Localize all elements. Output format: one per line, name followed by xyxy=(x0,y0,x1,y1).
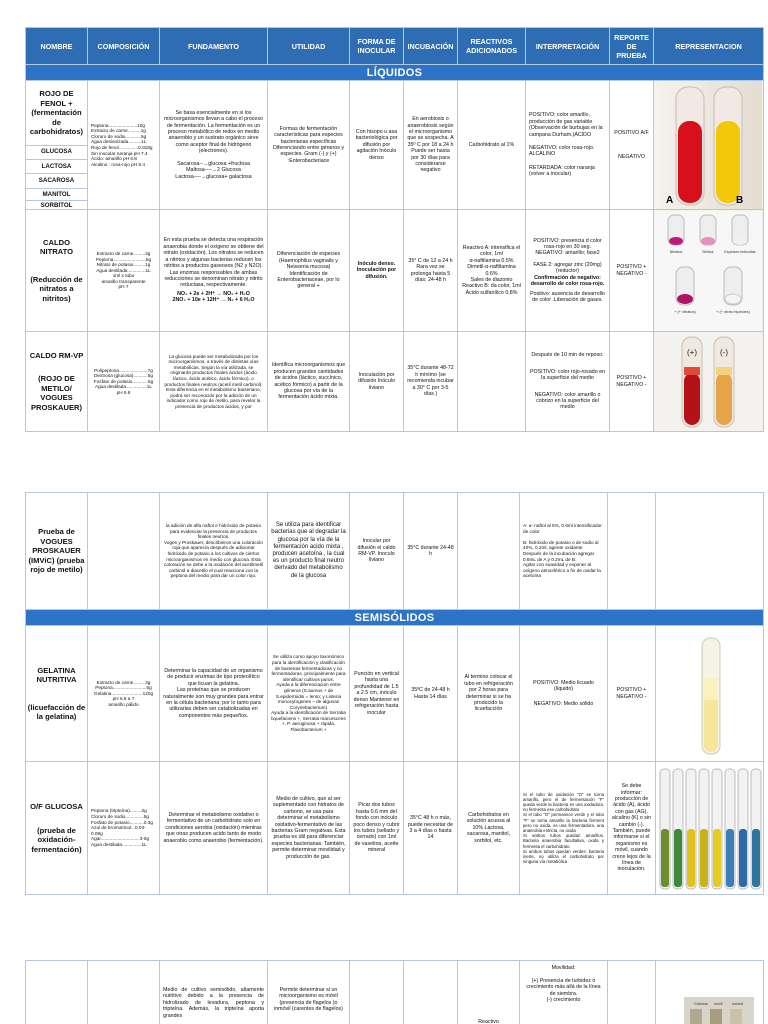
reporte-cell: Se debe informar: producción de ácido (A), ácido con gas (AG), alcalino (K) o sin cambio (-). También, puede informarse si el organismo es móvil, cuando crece lejos de la línea de inoculación. xyxy=(608,762,656,895)
photo-sim xyxy=(656,961,764,1024)
inocular-cell: Inoculación por difusión Inóculo liviano xyxy=(350,332,404,432)
header-row xyxy=(26,28,764,65)
tube-label-negative: (-) xyxy=(720,347,728,357)
header-utilidad: UTILIDAD xyxy=(268,28,350,65)
name-main: GELATINA NUTRITIVA xyxy=(36,665,77,684)
sim-tubes-image xyxy=(656,961,764,1024)
photo-label-inmovil: inmóvil xyxy=(732,1002,744,1006)
representacion-cell xyxy=(656,493,764,610)
interpretacion-cell: A: α- naftol al 5%, 0.6ml intensificador de color B: hidróxido de potasio o de sodio al 40%, 0.2ml, agente oxidante Después de la incubación agregar 0.6mL de A y 0.2mL de B. Agitar con suavidad y exponer al oxígeno atmosférico a fin de oxidar la acetoína xyxy=(520,493,608,610)
name-main: CALDO NITRATO xyxy=(39,237,74,257)
table-semisolidos xyxy=(25,492,764,895)
utilidad-cell: Identifica microorganismos que producen grandes cantidades de ácidos (láctico, succínico, acético fórmico) a partir de la glucosa por vía de la fermentación ácido mixta. xyxy=(268,332,350,432)
interp-2: POSITIVO: color rojo-rosado en la superficie del medio xyxy=(529,368,606,382)
interpretacion-cell xyxy=(526,81,610,210)
utilidad-cell: Permite determinar si un microorganismo es móvil (presencia de flagelos )o inmóvil (carentes de flagelos) xyxy=(268,961,350,1024)
test-name xyxy=(26,210,88,332)
incubacion-cell: 35°C durante 48-72 h mínimo (se recomienda incubar a 30° C por 3-5 días ) xyxy=(404,332,458,432)
interp-negativo: NEGATIVO: color rosa-rojo. ALCALINO xyxy=(529,145,595,158)
sub-sacarosa: SACAROSA xyxy=(26,174,88,188)
utilidad-cell: Diferenciación de especies (Haemophilus vaginalis y Neisseria mucosa) Identificación de Enterobacteriaceae, por lo general + xyxy=(268,210,350,332)
name-sub: (ROJO DE METILO/ VOGUES PROSKAUER) xyxy=(30,374,83,412)
inocular-cell: Punción en vertical hasta una profundidad de 1.5 a 2.5 cm, inóculo denso Mantener en refrigeración hasta inocular xyxy=(350,626,404,762)
inocular-cell: Con hisopo u asa bacteriológica por difusión por agitación Inóculo denso xyxy=(350,81,404,210)
header-fundamento: FUNDAMENTO xyxy=(160,28,268,65)
interpretacion-cell xyxy=(526,210,610,332)
of-tubes-image xyxy=(656,763,764,893)
photo-rm-vp xyxy=(654,332,764,432)
name-sub: (prueba de oxidación-fermentación) xyxy=(31,825,82,854)
photo-label-nitritos: Nitritos xyxy=(702,249,714,254)
header-composicion: COMPOSICIÓN xyxy=(88,28,160,65)
formula-1: NO₃ + 2e + 2H⁺ → NO₂ + H₂O xyxy=(177,290,250,297)
photo-label-colonias: Colonias xyxy=(694,1002,708,1006)
inocular-cell xyxy=(350,961,404,1024)
composicion-cell: Peptona (tripteína).........2g Cloruro de sodio..............5g Fosfato de potasio...........0.3g Azul de bromotimol...0.03-0.08g Agar..............................3-5g Agua destilada...............1L xyxy=(88,762,160,895)
reporte-cell xyxy=(608,493,656,610)
photo-label-otras: + (+ otras especies) xyxy=(716,309,750,314)
interp-1: Después de 10 min de reposo. xyxy=(531,352,604,359)
row-of-glucosa xyxy=(26,762,764,895)
fundamento-text: En esta prueba se detecta una respiración anaerobia donde el oxígeno se obtiene del nitrato (oxidación). Los nitratos se reducen a nitritos y algunas bacterias reducen los nitritos a productos gaseosos (N2 y N2O). Las enzimas responsables de ambas reducciones se denominan nitrato y nitrito reductasa, respectivamente. xyxy=(163,237,264,289)
section-title: SEMISÓLIDOS xyxy=(26,610,764,626)
interp-positivo: POSITIVO: color amarillo, producción de gas variable (Observación de burbujas en la campana Durham.)ÁCIDO xyxy=(529,112,603,138)
utilidad-cell: Medio de cultivo, que al ser suplementado con hidratos de carbono, se usa para determinar el metabolismo oxidativo-fermentativo de las bacterias Gram negativas. Esta prueba es útil para diferenciar especies bacterianas. También, permite determinar movilidad y producción de gas. xyxy=(268,762,350,895)
test-name: Prueba de VOGUES PROSKAUER (IMViC) (prueba rojo de metilo) xyxy=(26,493,88,610)
name-main: CALDO RM-VP xyxy=(29,350,84,360)
incubacion-cell: 35°C durante 24-48 h xyxy=(404,493,458,610)
name-main: O/F GLUCOSA xyxy=(30,802,83,811)
inocular-cell: Inocular por difusión el caldo RM-VP. Inoculo liviano xyxy=(350,493,404,610)
row-caldo-nitrato xyxy=(26,210,764,332)
formula-2: 2NO₃ + 10e + 12H⁺ → N₂ + 6 H₂O xyxy=(172,297,255,304)
photo-label-nitratos: Nitratos xyxy=(669,249,683,254)
incubacion-cell: 35°C 48 h o más, puede necesitar de 3 a 4 días o hasta 14 xyxy=(404,762,458,895)
composicion-cell xyxy=(88,961,160,1024)
test-name xyxy=(26,762,88,895)
test-name xyxy=(26,626,88,762)
sub-sorbitol: SORBITOL xyxy=(26,201,88,210)
rm-tubes-image xyxy=(654,333,762,431)
tube-label-positive: (+) xyxy=(687,347,697,357)
tube-label-b: B xyxy=(736,195,744,206)
utilidad-cell: Se utiliza como apoyo taxonómico para la identificación y clasificación de bacterias fermentadoras y no fermentadoras, principalmente para identificar cultivos puros. Ayuda a la diferenciación entre géneros (S.aureus + de S.epidermidis = lento; y Listeria monocytogenes – de algunas Corynebacterium) Ayuda a la identificación de Serratia liquefaciens +, Serratia marcescens +, P. aeruginosa + rápida, Flavobacterium + xyxy=(268,626,350,762)
photo-label-nitratos-pos: + (+ nitratos) xyxy=(674,309,696,314)
reporte-cell: POSITIVO + NEGATIVO - xyxy=(608,626,656,762)
header-representacion: REPRESENTACION xyxy=(654,28,764,65)
reporte-negativo: NEGATIVO xyxy=(618,154,645,160)
fundamento-cell: Se basa esencialmente en si los microorganismos llevan a cabo el proceso de fermentación. La fermentación es un proceso metabólico de redox en medio anaerobio y un sustrato orgánico sirve como aceptor final de hidrógeno (electrones). Sacarosa--→glucosa +fructosa Maltosa----→2 Glucosa Lactosa----→glucosa+ galactosa xyxy=(160,81,268,210)
fundamento-cell: la adición de alfa naftol e hidróxido de potasio para evidenciar la presencia de productos finales neutros. Voges y Proskauer, describieron una coloración roja que aparecía después de adicionar hidróxido de potasio a los cultivos de ciertos microorganismos en medio con glucosa. Esta coloración se debe a la oxidación del acetilmetil carbinol a diacetilo el cual reacciona con la peptona del medio para dar un color rojo. xyxy=(160,493,268,610)
header-nombre: NOMBRE xyxy=(26,28,88,65)
interp-2: NEGATIVO: amarillo; fase2 xyxy=(535,250,600,257)
fundamento-cell xyxy=(160,210,268,332)
reactivos-cell: Reactivo A: intensifica el color, 1ml α-naftilamina 0.5% Dimetil-α-naftilamina 0.6% Sales de diazonio Reactivo B: da color, 1ml Ácido sulfanílico 0.8% xyxy=(458,210,526,332)
composicion-cell xyxy=(88,493,160,610)
interpretacion-cell xyxy=(520,626,608,762)
name-sub: (Reducción de nitratos a nitritos) xyxy=(30,274,83,303)
section-title: LÍQUIDOS xyxy=(26,65,764,81)
photo-of xyxy=(656,762,764,895)
incubacion-cell: 35ºC de 24-48 h Hasta 14 días xyxy=(404,626,458,762)
test-name xyxy=(26,332,88,432)
reporte-cell xyxy=(610,81,654,210)
nitrate-tubes-image xyxy=(654,211,762,331)
tube-label-a: A xyxy=(666,195,674,206)
row-rojo-fenol xyxy=(26,81,764,146)
inocular-cell: Picar dos tubos hasta 0.6 mm del fondo con inóculo poco denso y cubrir los tubos (sellado y cerrado) con 1ml de vaselina, aceite mineral xyxy=(350,762,404,895)
reporte-cell: POSITIVO + NEGATIVO - xyxy=(610,210,654,332)
row-gelatina xyxy=(26,626,764,762)
header-reactivos: REACTIVOS ADICIONADOS xyxy=(458,28,526,65)
section-liquidos xyxy=(26,65,764,81)
photo-rojo-fenol xyxy=(654,81,764,210)
sub-manitol: MANITOL xyxy=(26,188,88,200)
reporte-cell xyxy=(608,961,656,1024)
interp-positivo: POSITIVO: Medio licuado (líquido) xyxy=(533,679,594,693)
reactivos-cell: Carbohidrato al 1% xyxy=(458,81,526,210)
header-forma-inocular: FORMA DE INOCULAR xyxy=(350,28,404,65)
composicion-cell: Extracto de carne.........3g Peptona.........................5g Nitrato de potasio.........1g Agua destilada..............1L 1ml x tubo amarillo transparente pH 7 xyxy=(88,210,160,332)
reactivos-cell: Al termino colocar el tubo en refrigeración por 2 horas para determinar si se ha producido la licuefacción xyxy=(458,626,520,762)
fundamento-cell: La glucosa puede ser metabolizada por los microorganismos, a través de distintas vías metabólicas. Según la vía utilizada, se originarán productos finales ácidos (ácido láctico, ácido acético, ácido fórmico), o productos finales neutros (acetil metil carbinol). Esta diferencia en el metabolismo bacteriano, podrá ser reconocido por la adición de un indicador como rojo de metilo, para revelar la presencia de productos ácidos, y por xyxy=(160,332,268,432)
utilidad-cell: Formas de fermentación características para especies bacterianas específicas Diferenciando entre géneros y especies. Gram (-) y (+) :Enterobacteriace xyxy=(268,81,350,210)
interpretacion-cell xyxy=(526,332,610,432)
sub-lactosa: LACTOSA xyxy=(26,159,88,173)
row-sim xyxy=(26,961,764,1024)
header-incubacion: INCUBACIÓN xyxy=(404,28,458,65)
row-rm-vp xyxy=(26,332,764,432)
composicion-cell: Polipeptona......................7g Dextrosa (glucosa)...........5g Fosfato de potasio............5g Agua destilada................1L pH 6.9 xyxy=(88,332,160,432)
interp-negativo: NEGATIVO: Medio sólido xyxy=(533,700,594,707)
reactivos-cell: Reactivo xyxy=(458,961,520,1024)
interp-retardada: RETARDADA: color naranja (volver a inocular) xyxy=(529,164,595,178)
inocular-cell: Inóculo denso. Inoculación por difusión. xyxy=(350,210,404,332)
gelatin-tube-image xyxy=(656,628,764,760)
sub-glucosa: GLUCOSA xyxy=(26,145,88,159)
fundamento-cell: Determinar el metabolismo oxidativo o fermentativo de un carbohidrato solo en condiciones aerobia (oxidación) mientras que otras producen acido tanto de modo anaerobio como anaerobio (fermentación). xyxy=(160,762,268,895)
test-name xyxy=(26,961,88,1024)
interp-4: Confirmación de negativo: desarrollo de color rosa-rojo. xyxy=(530,274,605,288)
header-reporte: REPORTE DE PRUEBA xyxy=(610,28,654,65)
reactivos-cell xyxy=(458,493,520,610)
interp-5: Positivo: ausencia de desarrollo de color .Liberación de gases. xyxy=(530,290,605,303)
photo-label-especies: Especies reducidas xyxy=(724,249,756,254)
interp-3: FASE 2: agregar zinc (20mg) (reductor) xyxy=(533,261,602,275)
interpretacion-cell: Si el tubo de oxidación "O" se torna amarillo, pero el de fermentación "F" queda verde la bacteria es una oxidadora, no fermenta ese carbohidrato Si el tubo "O" permanece verde y el tubo "F" se torna amarillo la bacteria ferment pero no oxida, es una fermentadora, una anaerobia estricta, no oxida Si ambos tubos quedan amarillos. Bacteria anaerobia facultativa, oxida y fermenta el carbohidrato Si ambos tubos quedan verdes: bacteria inerte, no utiliza el carbohidrato por ninguna vía metabólica xyxy=(520,762,608,895)
name-sub: (licuefacción de la gelatina) xyxy=(27,702,86,721)
composicion-cell: Extracto de carne.........3g Peptona..........................5g Gelatina........................120g pH 6.8 a 7 amarillo pálido xyxy=(88,626,160,762)
reporte-cell: POSITIVO + NEGATIVO - xyxy=(610,332,654,432)
photo-caldo-nitrato xyxy=(654,210,764,332)
utilidad-cell: Se utiliza para identificar bacterias que al degradar la glucosa por la vía de la fermentación acido mixta , producen acetoína , la cual es un producto final neutro derivado del metabolismo de la glucosa xyxy=(268,493,350,610)
reactivos-cell: Carbohidratos en solución acuosa al 10% Lactosa, sacarosa, manitol, sorbitol, etc. xyxy=(458,762,520,895)
photo-gelatina xyxy=(656,626,764,762)
tubes-image xyxy=(654,81,762,209)
test-name: ROJO DE FENOL + (fermentación de carbohidratos) xyxy=(26,81,88,146)
incubacion-cell xyxy=(404,961,458,1024)
fundamento-cell: Medio de cultivo semisólido, altamente nutritivo debido a la presencia de hidrolizado de levadura, peptona y tripteína. Además, la tripteína aporta grandes xyxy=(160,961,268,1024)
incubacion-cell: 35° C de 12 a 24 h Rara vez se prolonga hasta 5 días; 24-48 h xyxy=(404,210,458,332)
incubacion-cell: En aerobiosis o anaerobiosis según el microorganismo que se sospecha. A 35º C por 18 a 24 h Puede ser hasta por 30 días para considerarse negativo xyxy=(404,81,458,210)
reactivos-cell xyxy=(458,332,526,432)
fundamento-cell: Determinar la capacidad de un organismo de producir enzimas de tipo proteolítico que licuan la gelatina. Las proteínas que se producen naturalmente son muy grandes para entrar en la célula bacteriana; por lo tanto para utilizarlas deben ser catabolizadas en componentes más pequeños. xyxy=(160,626,268,762)
row-vogues-proskauer xyxy=(26,493,764,610)
interpretacion-cell: Movilidad: (+) Presencia de turbidez o crecimiento más allá de la línea de siembra. (-) crecimiento xyxy=(520,961,608,1024)
table-sim xyxy=(25,960,764,1024)
interp-3: NEGATIVO: color amarillo o cobrizo en la superficie del medio xyxy=(534,391,601,411)
photo-label-movil: móvil xyxy=(714,1002,723,1006)
interp-1: POSITIVO: presencia d color rosa-rojo en 30 seg. xyxy=(533,237,602,251)
table-liquidos xyxy=(25,27,764,432)
composicion-cell: Peptona......................10g Extracto de carne..........1g Cloruro de sodio............5g Agua desionizada..........1L Rojo de fenol...............0.018g Sin inocular naranja pH 7.4 Ácido: amarillo pH 6.8 Alcalino : rosa-rojo pH 8.4 xyxy=(88,81,160,210)
section-semisolidos xyxy=(26,610,764,626)
header-interpretacion: INTERPRETACIÓN xyxy=(526,28,610,65)
reporte-positivo: POSITIVO A/F xyxy=(614,129,649,136)
